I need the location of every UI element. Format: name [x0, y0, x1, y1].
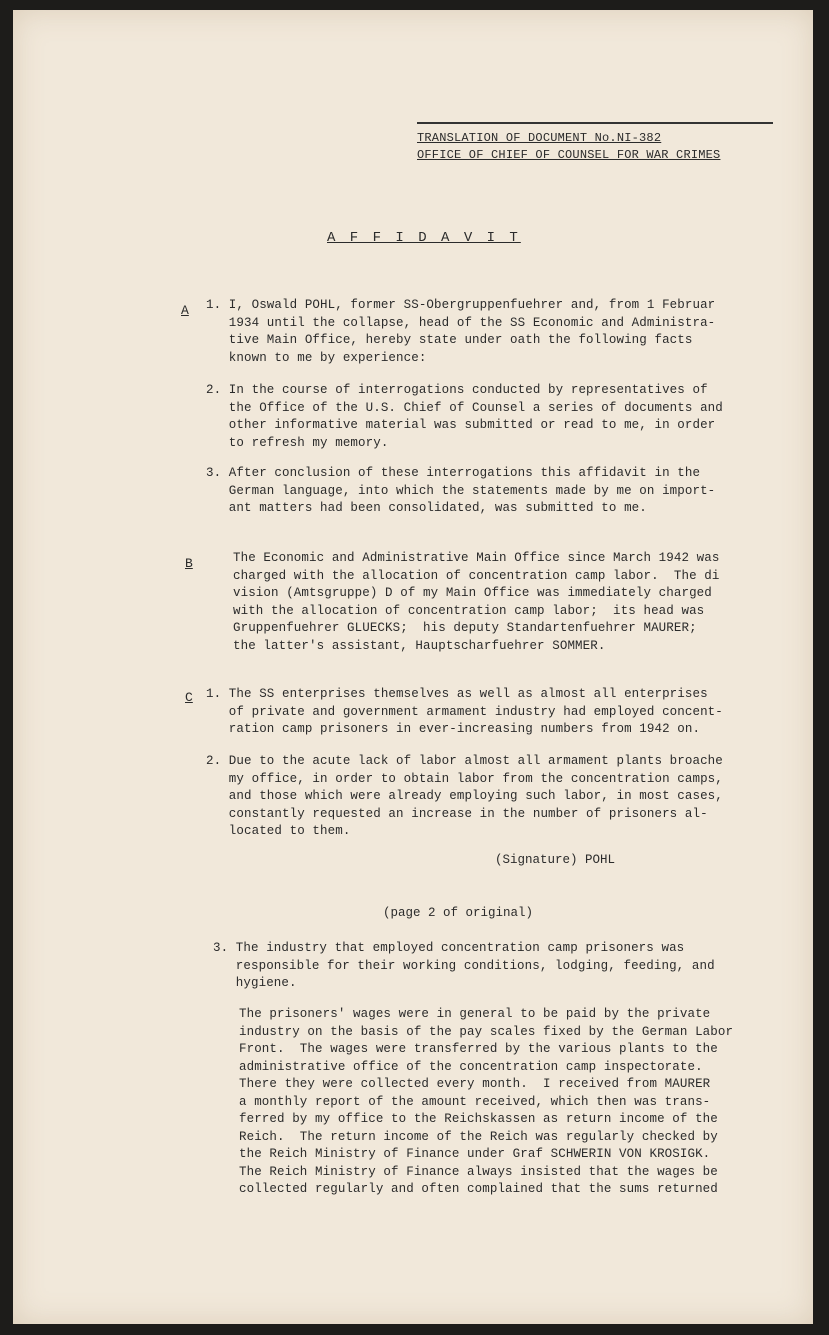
signature-line: (Signature) POHL [495, 853, 616, 867]
section-marker-c: C [185, 690, 193, 705]
header-office-line: OFFICE OF CHIEF OF COUNSEL FOR WAR CRIMES [417, 148, 721, 162]
document-header [417, 122, 773, 164]
paragraph-c3: 3. The industry that employed concentration camp prisoners was responsible for their working conditions, lodging, feeding, and hygiene. [213, 941, 715, 990]
paragraph-c1: 1. The SS enterprises themselves as well as almost all enterprises of private and government armament industry had employed concent- ration camp prisoners in ever-increasing numbers from 1942 on. [206, 687, 723, 736]
section-marker-a: A [181, 303, 189, 318]
document-title: A F F I D A V I T [327, 230, 521, 246]
section-marker-b: B [185, 556, 193, 571]
page-note: (page 2 of original) [383, 906, 534, 920]
paragraph-c3-wages: The prisoners' wages were in general to be paid by the private industry on the basis of the pay scales fixed by the German Labor Front. The wages were transferred by the various plants to the administrative office of the concentration camp inspectorate. There they were collected every month. I received from MAURER a monthly report of the amount received, which then was trans- ferred by my office to the Reichskassen as return income of the Reich. The return income of the Reich was regularly checked by the Reich Ministry of Finance under Graf SCHWERIN VON KROSIGK. The Reich Ministry of Finance always insisted that the wages be collected regularly and often complained that the sums returned [239, 1007, 734, 1196]
paragraph-b: The Economic and Administrative Main Office since March 1942 was charged with the allocation of concentration camp labor. The di vision (Amtsgruppe) D of my Main Office was immediately charged with the allocation of concentration camp labor; its head was Gruppenfuehrer GLUECKS; his deputy Standartenfuehrer MAURER; the latter's assistant, Hauptscharfuehrer SOMMER. [233, 551, 720, 653]
paragraph-a1: 1. I, Oswald POHL, former SS-Obergruppenfuehrer and, from 1 Februar 1934 until the collapse, head of the SS Economic and Administra- tive Main Office, hereby state under oath the following facts known to me by experience: [206, 298, 716, 365]
paragraph-c2: 2. Due to the acute lack of labor almost all armament plants broache my office, in order to obtain labor from the concentration camps, and those which were already employing such labor, in most cases, constantly requested an increase in the number of prisoners al- located to them. [206, 754, 723, 838]
header-translation-line: TRANSLATION OF DOCUMENT No.NI-382 [417, 131, 662, 145]
paragraph-a2: 2. In the course of interrogations conducted by representatives of the Office of the U.S. Chief of Counsel a series of documents and other informative material was submitted or read to me, in order to refresh my memory. [206, 383, 723, 450]
paragraph-a3: 3. After conclusion of these interrogations this affidavit in the German language, into which the statements made by me on import- ant matters had been consolidated, was submitted to me. [206, 466, 716, 515]
